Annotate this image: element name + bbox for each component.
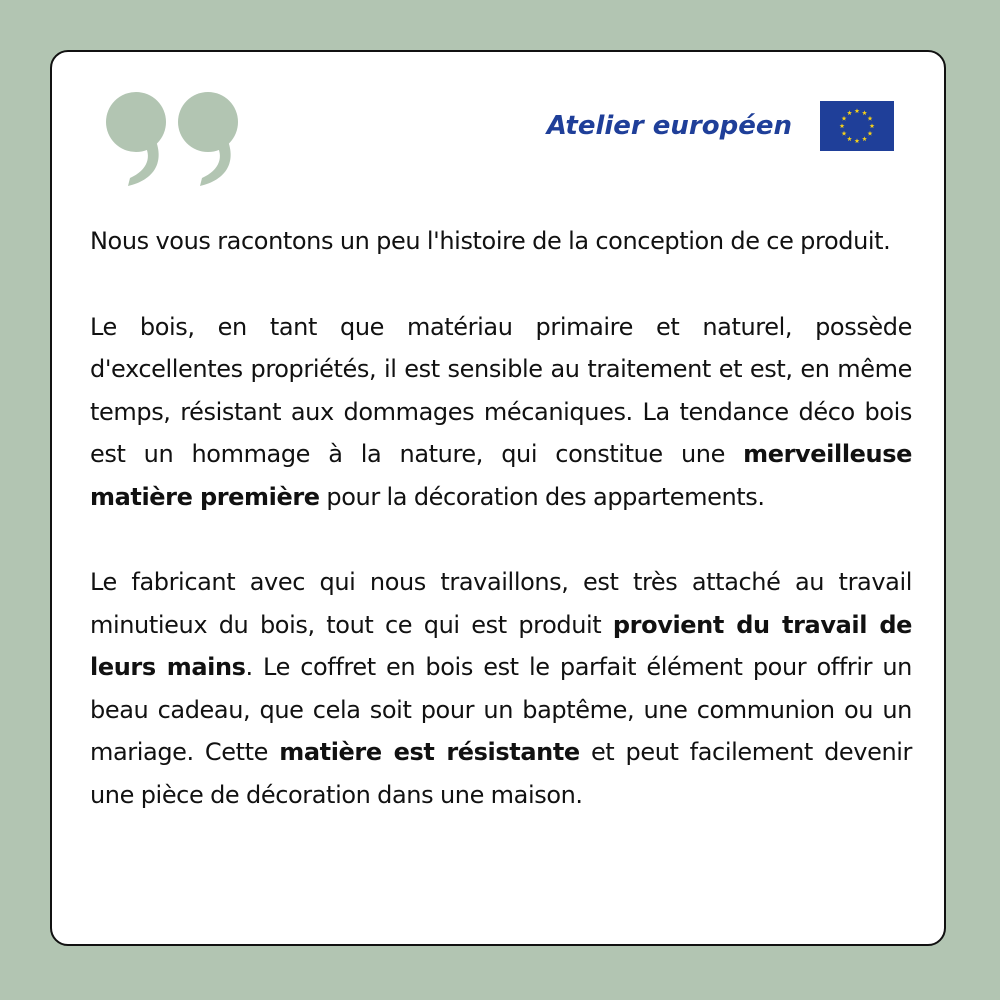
paragraph-3-text-2: . Le coffret en bois est le parfait élément pour offrir un beau cadeau, que cela soit pour un baptême, une communion ou un mariage. Cette	[90, 653, 912, 766]
paragraph-2-text-1: Le bois, en tant que matériau primaire et naturel, possède d'excellentes propriétés, il est sensible au traitement et est, en même temps, résistant aux dommages mécaniques. La tendance déco bois est un hommage à la nature, qui constitue une	[90, 312, 912, 468]
quote-mark-icon	[104, 90, 249, 190]
paragraph-1	[90, 220, 912, 263]
paragraph-2-bold-1: merveilleuse matière première	[90, 440, 912, 511]
paragraph-3-bold-1: provient du travail de leurs mains	[90, 610, 912, 681]
paragraph-3	[90, 561, 912, 816]
paragraph-2	[90, 306, 912, 519]
paragraph-3-text-3: et peut facilement devenir une pièce de décoration dans une maison.	[90, 738, 912, 809]
paragraph-1-text: Nous vous racontons un peu l'histoire de la conception de ce produit.	[90, 227, 891, 255]
paragraph-3-bold-2: matière est résistante	[279, 738, 580, 766]
paragraph-3-text-1: Le fabricant avec qui nous travaillons, est très attaché au travail minutieux du bois, tout ce qui est produit	[90, 568, 912, 639]
body-text	[90, 220, 912, 816]
brand-name: Atelier européen	[546, 111, 792, 141]
text-card	[50, 50, 946, 946]
paragraph-2-text-2: pour la décoration des appartements.	[319, 482, 765, 511]
eu-flag-icon	[820, 101, 894, 151]
